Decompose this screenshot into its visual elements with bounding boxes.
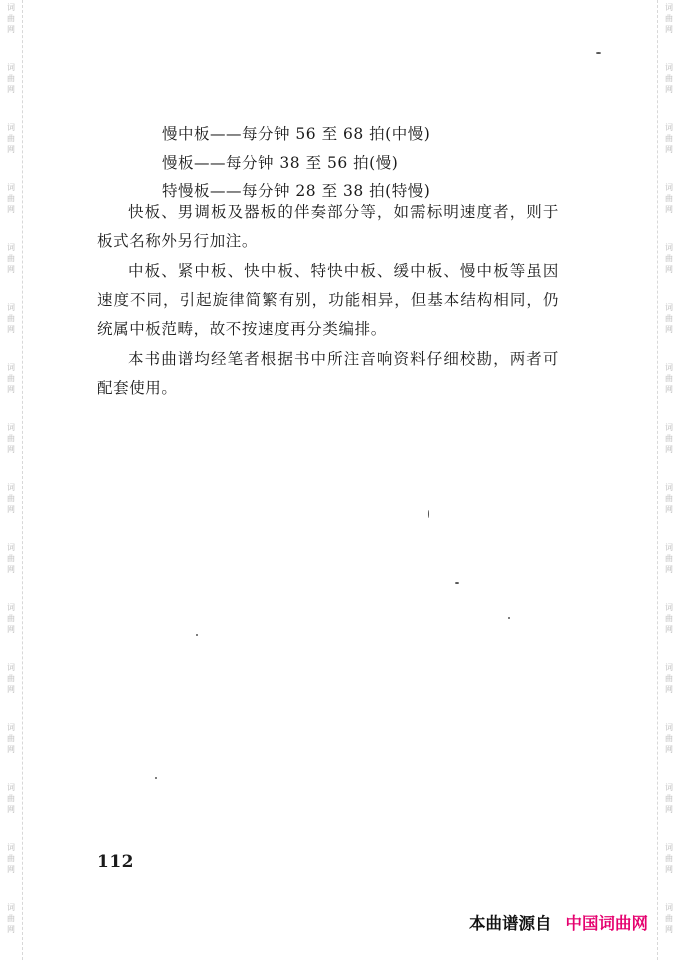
watermark-char: 词 [7,183,15,192]
watermark-char: 网 [665,445,673,454]
watermark-block [0,182,22,215]
watermark-char: 曲 [665,854,673,863]
scan-speck [428,510,429,518]
source-footer [469,910,648,934]
watermark-char: 曲 [665,434,673,443]
watermark-block [658,182,680,215]
watermark-char: 曲 [665,674,673,683]
watermark-char: 词 [7,723,15,732]
watermark-block [658,662,680,695]
watermark-block [658,782,680,815]
watermark-char: 网 [665,565,673,574]
watermark-char: 词 [7,843,15,852]
watermark-block [0,602,22,635]
watermark-char: 曲 [665,554,673,563]
watermark-char: 网 [7,565,15,574]
watermark-block [658,422,680,455]
scan-speck [508,617,510,619]
watermark-char: 曲 [7,134,15,143]
watermark-char: 词 [665,483,673,492]
watermark-char: 词 [665,303,673,312]
watermark-char: 曲 [665,134,673,143]
paragraph-zhongban-category: 中板、紧中板、快中板、特快中板、缓中板、慢中板等虽因速度不同，引起旋律简繁有别，功能相异，但基本结构相同，仍统属中板范畴，故不按速度再分类编排。 [97,262,559,338]
watermark-char: 词 [665,243,673,252]
scan-speck [455,582,459,584]
watermark-char: 词 [7,603,15,612]
watermark-char: 词 [665,423,673,432]
watermark-char: 词 [665,663,673,672]
watermark-char: 词 [7,543,15,552]
watermark-char: 曲 [7,614,15,623]
watermark-char: 词 [665,3,673,12]
watermark-char: 词 [665,183,673,192]
scan-speck [155,777,157,779]
watermark-char: 曲 [665,734,673,743]
watermark-char: 网 [7,85,15,94]
watermark-char: 词 [7,423,15,432]
watermark-block [658,482,680,515]
watermark-char: 曲 [665,494,673,503]
watermark-block [658,722,680,755]
watermark-char: 网 [665,145,673,154]
watermark-block [0,782,22,815]
watermark-block [0,362,22,395]
watermark-char: 词 [665,123,673,132]
watermark-char: 曲 [665,314,673,323]
watermark-char: 网 [665,205,673,214]
watermark-char: 网 [7,205,15,214]
watermark-block [658,602,680,635]
watermark-block [658,302,680,335]
watermark-char: 词 [665,363,673,372]
watermark-char: 网 [665,25,673,34]
watermark-char: 网 [7,265,15,274]
watermark-char: 曲 [7,674,15,683]
watermark-block [0,722,22,755]
watermark-char: 曲 [7,854,15,863]
watermark-char: 词 [7,303,15,312]
watermark-char: 网 [665,805,673,814]
watermark-char: 词 [665,63,673,72]
watermark-char: 词 [7,3,15,12]
watermark-char: 曲 [7,734,15,743]
watermark-block [0,422,22,455]
watermark-char: 曲 [7,434,15,443]
watermark-char: 曲 [7,194,15,203]
page-number: 112 [97,852,134,872]
watermark-char: 网 [7,145,15,154]
watermark-char: 曲 [7,494,15,503]
watermark-char: 曲 [7,554,15,563]
watermark-char: 网 [7,865,15,874]
paragraph-tempo-notes: 快板、男调板及器板的伴奏部分等，如需标明速度者，则于板式名称外另行加注。 [97,203,559,250]
scan-speck [596,52,601,54]
watermark-char: 网 [665,325,673,334]
watermark-char: 曲 [7,794,15,803]
watermark-char: 曲 [665,614,673,623]
watermark-char: 网 [7,25,15,34]
watermark-char: 网 [7,805,15,814]
left-watermark-column [0,0,23,960]
watermark-char: 曲 [665,74,673,83]
watermark-char: 曲 [665,794,673,803]
watermark-char: 网 [665,865,673,874]
watermark-char: 网 [665,625,673,634]
watermark-char: 词 [665,783,673,792]
tempo-definition-1: 慢中板——每分钟 56 至 68 拍(中慢) [162,125,431,143]
watermark-char: 词 [7,663,15,672]
watermark-char: 曲 [665,14,673,23]
watermark-char: 词 [665,843,673,852]
watermark-char: 曲 [7,14,15,23]
watermark-char: 网 [7,745,15,754]
source-site-name[interactable]: 中国词曲网 [565,914,648,933]
watermark-char: 词 [7,483,15,492]
watermark-block [658,62,680,95]
watermark-char: 词 [665,903,673,912]
watermark-block [0,662,22,695]
watermark-char: 曲 [665,374,673,383]
watermark-char: 词 [7,243,15,252]
watermark-char: 曲 [665,194,673,203]
watermark-block [0,302,22,335]
watermark-char: 网 [665,925,673,934]
watermark-block [0,242,22,275]
watermark-block [0,842,22,875]
watermark-block [658,2,680,35]
watermark-char: 曲 [7,374,15,383]
watermark-char: 曲 [7,254,15,263]
scan-speck [196,634,198,636]
watermark-char: 网 [7,325,15,334]
watermark-char: 网 [7,385,15,394]
watermark-block [658,842,680,875]
watermark-char: 词 [7,123,15,132]
watermark-char: 曲 [665,254,673,263]
watermark-char: 网 [7,685,15,694]
right-watermark-column [657,0,680,960]
watermark-char: 词 [7,903,15,912]
watermark-char: 网 [665,265,673,274]
watermark-block [658,542,680,575]
watermark-block [0,482,22,515]
paragraph-score-verification: 本书曲谱均经笔者根据书中所注音响资料仔细校勘，两者可配套使用。 [97,350,559,397]
watermark-char: 网 [665,745,673,754]
watermark-char: 词 [665,723,673,732]
tempo-definition-2: 慢板——每分钟 38 至 56 拍(慢) [162,154,399,172]
watermark-char: 网 [7,925,15,934]
watermark-char: 网 [7,445,15,454]
watermark-char: 曲 [7,314,15,323]
watermark-block [658,902,680,935]
watermark-block [658,362,680,395]
watermark-char: 网 [665,85,673,94]
watermark-char: 网 [665,685,673,694]
watermark-block [0,902,22,935]
watermark-char: 网 [665,385,673,394]
watermark-block [658,242,680,275]
watermark-char: 网 [665,505,673,514]
watermark-char: 曲 [7,914,15,923]
watermark-char: 曲 [665,914,673,923]
watermark-block [0,542,22,575]
watermark-char: 网 [7,625,15,634]
watermark-block [658,122,680,155]
watermark-char: 词 [7,783,15,792]
watermark-block [0,122,22,155]
watermark-char: 词 [7,363,15,372]
tempo-definition-3: 特慢板——每分钟 28 至 38 拍(特慢) [162,182,431,200]
watermark-char: 词 [665,603,673,612]
watermark-char: 网 [7,505,15,514]
watermark-block [0,62,22,95]
watermark-char: 曲 [7,74,15,83]
watermark-char: 词 [665,543,673,552]
watermark-block [0,2,22,35]
watermark-char: 词 [7,63,15,72]
source-prefix: 本曲谱源自 [469,914,552,933]
